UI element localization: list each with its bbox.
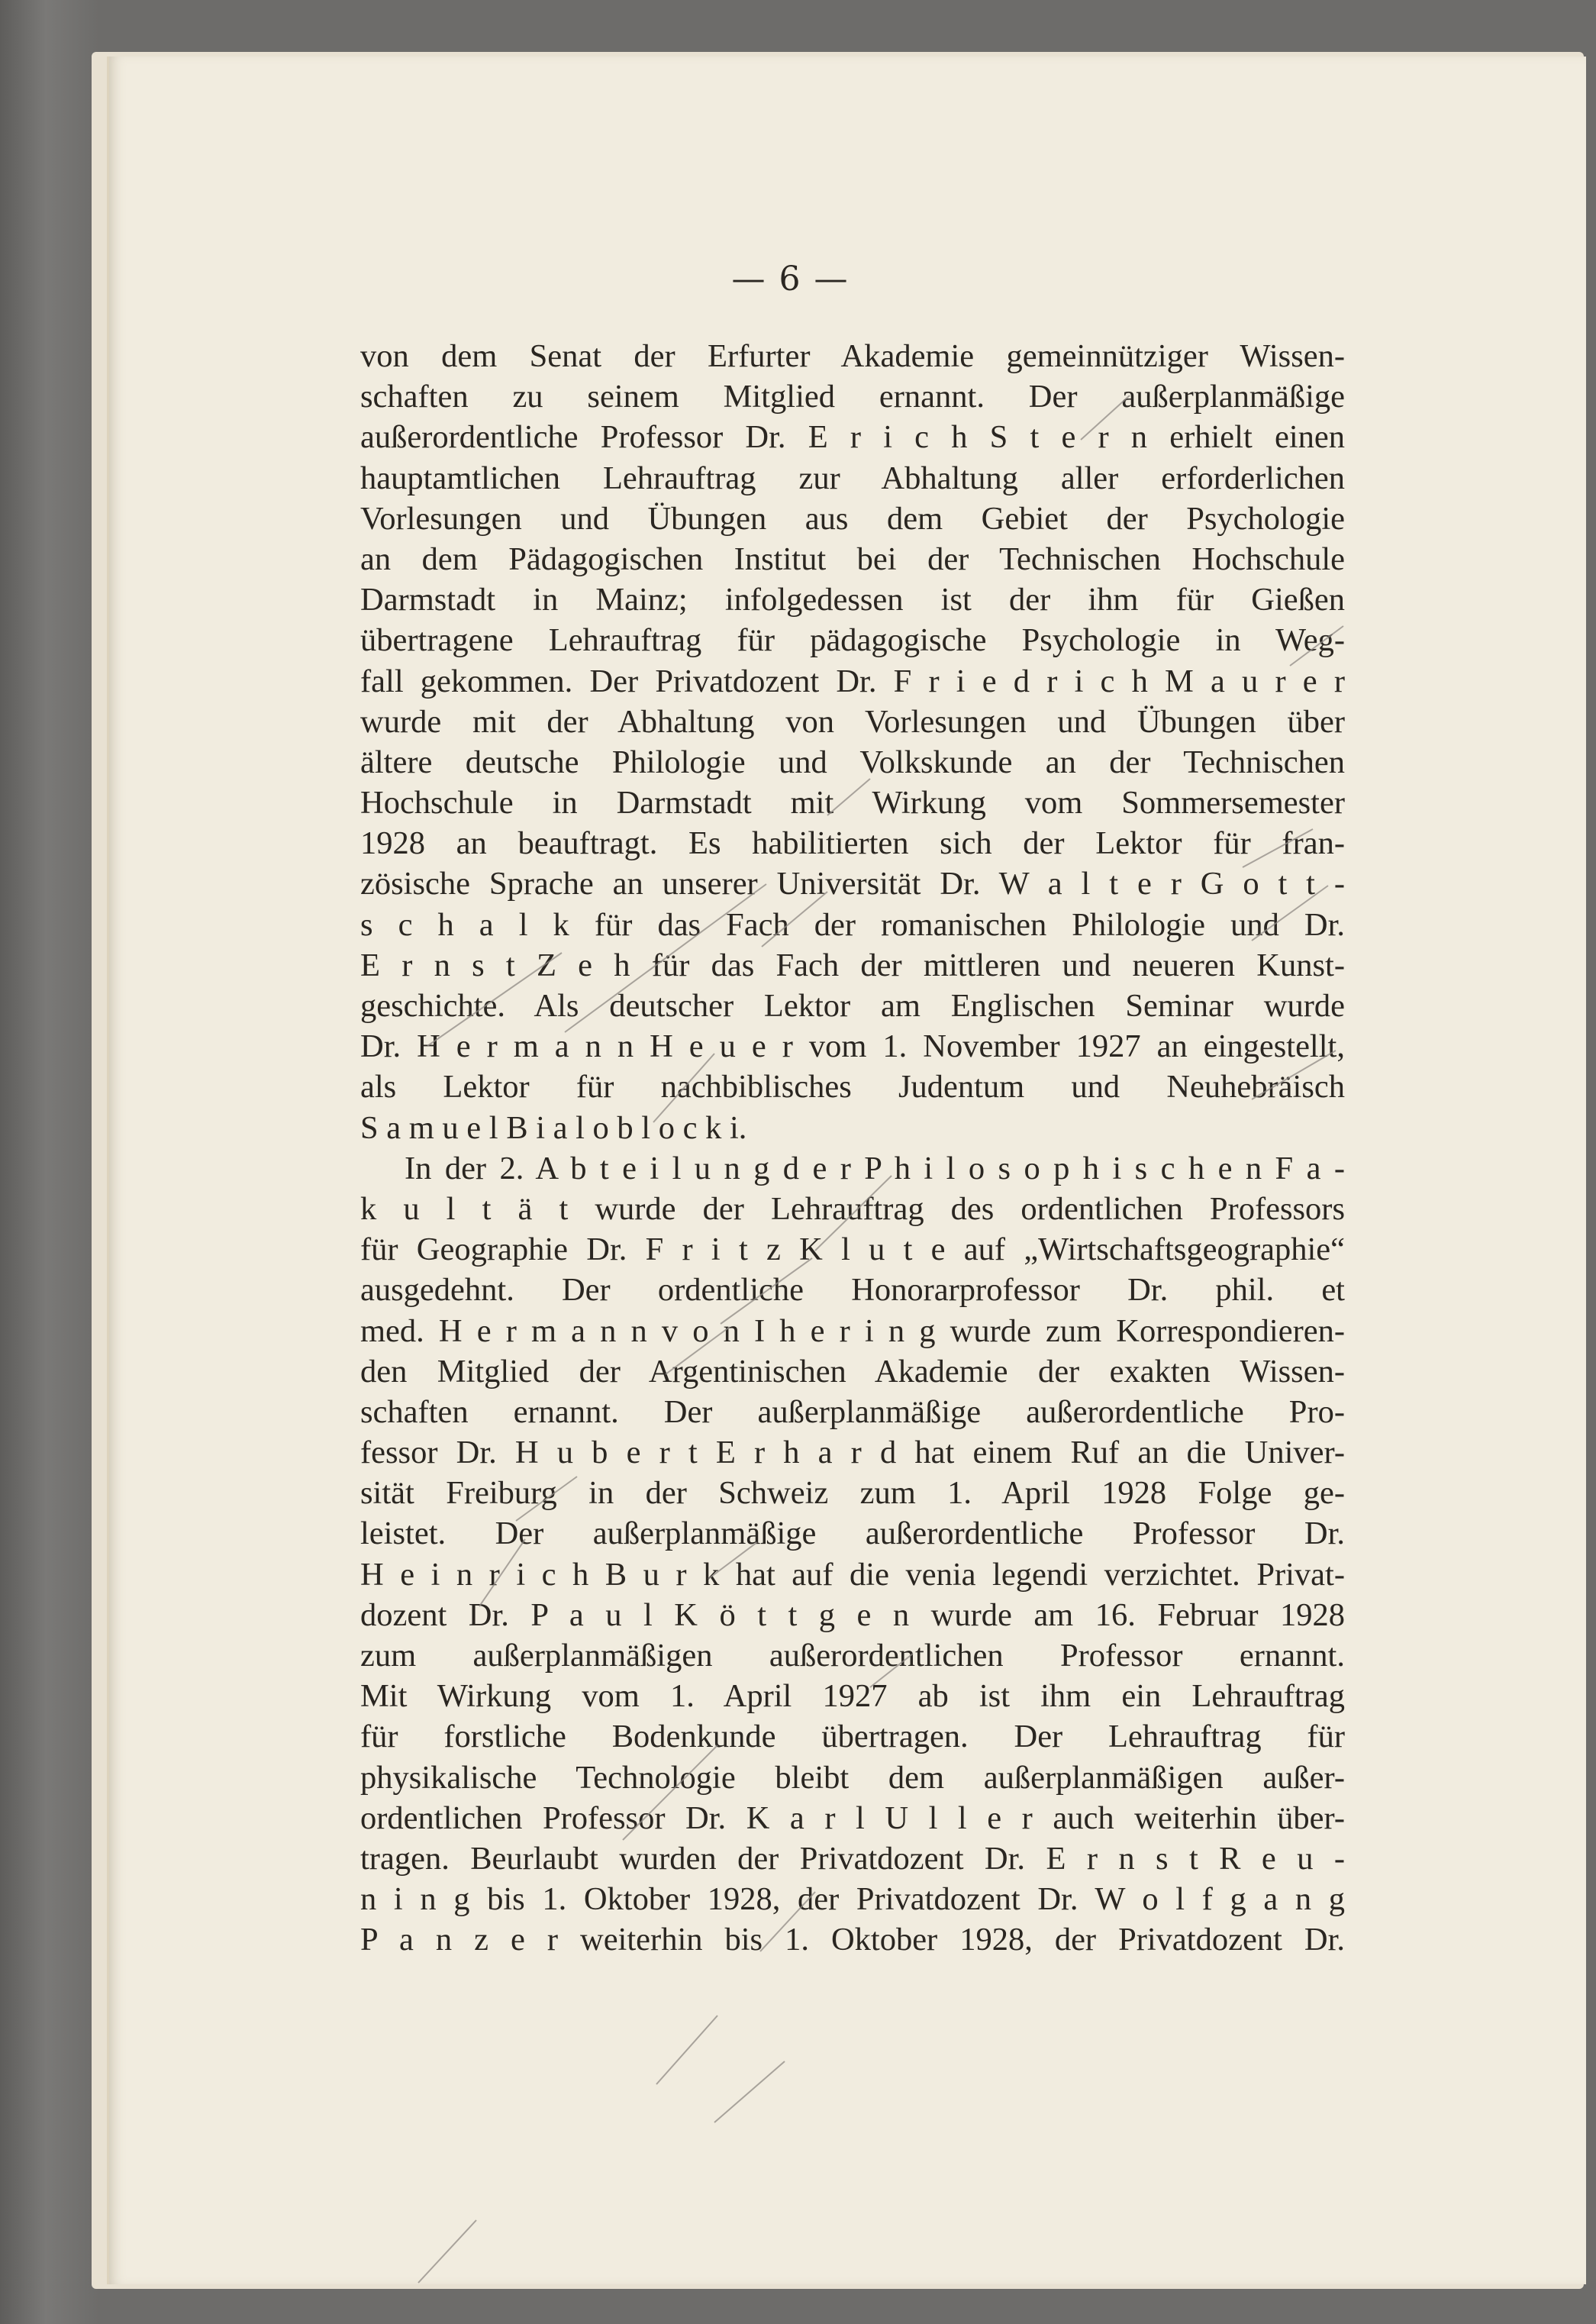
text-line: fessor Dr. H u b e r t E r h a r d hat einem Ruf an die Univer- xyxy=(360,1435,1345,1471)
text-line: außerordentliche Professor Dr. E r i c h S t e r n erhielt einen xyxy=(360,419,1345,456)
text-line: zösische Sprache an unserer Universität Dr. W a l t e r G o t t - xyxy=(360,866,1345,902)
text-line: med. H e r m a n n v o n I h e r i n g wurde zum Korrespondieren- xyxy=(360,1312,1345,1349)
text-line: für Geographie Dr. F r i t z K l u t e auf „Wirtschaftsgeographie“ xyxy=(360,1231,1345,1268)
text-line: Dr. H e r m a n n H e u e r vom 1. November 1927 an eingestellt, xyxy=(360,1028,1345,1065)
text-line: E r n s t Z e h für das Fach der mittleren und neueren Kunst- xyxy=(360,947,1345,983)
text-line: für forstliche Bodenkunde übertragen. Der Lehrauftrag für xyxy=(360,1719,1345,1755)
text-line: Vorlesungen und Übungen aus dem Gebiet der Psychologie xyxy=(360,500,1345,537)
text-line: Hochschule in Darmstadt mit Wirkung vom Sommersemester xyxy=(360,785,1345,821)
text-line: übertragene Lehrauftrag für pädagogische Psychologie in Weg- xyxy=(360,622,1345,659)
text-line: wurde mit der Abhaltung von Vorlesungen und Übungen über xyxy=(360,703,1345,740)
text-line: schaften ernannt. Der außerplanmäßige außerordentliche Pro- xyxy=(360,1393,1345,1430)
text-line: leistet. Der außerplanmäßige außerordentliche Professor Dr. xyxy=(360,1515,1345,1552)
text-line: 1928 an beauftragt. Es habilitierten sich der Lektor für fran- xyxy=(360,825,1345,862)
text-line: hauptamtlichen Lehrauftrag zur Abhaltung aller erforderlichen xyxy=(360,460,1345,496)
text-line: ältere deutsche Philologie und Volkskunde an der Technischen xyxy=(360,744,1345,780)
text-line: H e i n r i c h B u r k hat auf die venia legendi verzichtet. Privat- xyxy=(360,1556,1345,1593)
text-line: dozent Dr. P a u l K ö t t g e n wurde am 16. Februar 1928 xyxy=(360,1596,1345,1633)
text-line: tragen. Beurlaubt wurden der Privatdozent Dr. E r n s t R e u - xyxy=(360,1840,1345,1877)
text-line: In der 2. A b t e i l u n g d e r P h i l o s o p h i s c h e n F a - xyxy=(405,1150,1345,1186)
text-line: ausgedehnt. Der ordentliche Honorarprofessor Dr. phil. et xyxy=(360,1272,1345,1309)
text-line: an dem Pädagogischen Institut bei der Technischen Hochschule xyxy=(360,541,1345,577)
text-line: sität Freiburg in der Schweiz zum 1. April 1928 Folge ge- xyxy=(360,1475,1345,1512)
body-text xyxy=(360,336,1345,1961)
text-line: S a m u e l B i a l o b l o c k i. xyxy=(360,1109,747,1146)
text-line: k u l t ä t wurde der Lehrauftrag des ordentlichen Professors xyxy=(360,1190,1345,1227)
paragraph-2 xyxy=(360,1148,1345,1961)
paragraph-1 xyxy=(360,336,1345,1148)
text-line: geschichte. Als deutscher Lektor am Englischen Seminar wurde xyxy=(360,988,1345,1024)
page-number: — 6 — xyxy=(731,260,850,299)
text-line: P a n z e r weiterhin bis 1. Oktober 1928, der Privatdozent Dr. xyxy=(360,1922,1345,1958)
text-line: als Lektor für nachbiblisches Judentum und Neuhebräisch xyxy=(360,1069,1345,1106)
text-line: fall gekommen. Der Privatdozent Dr. F r i e d r i c h M a u r e r xyxy=(360,663,1345,699)
text-line: den Mitglied der Argentinischen Akademie der exakten Wissen- xyxy=(360,1353,1345,1390)
text-line: Darmstadt in Mainz; infolgedessen ist der ihm für Gießen xyxy=(360,582,1345,618)
text-line: n i n g bis 1. Oktober 1928, der Privatdozent Dr. W o l f g a n g xyxy=(360,1881,1345,1918)
text-line: Mit Wirkung vom 1. April 1927 ab ist ihm ein Lehrauftrag xyxy=(360,1678,1345,1715)
text-line: ordentlichen Professor Dr. K a r l U l l e r auch weiterhin über- xyxy=(360,1799,1345,1836)
text-line: zum außerplanmäßigen außerordentlichen Professor ernannt. xyxy=(360,1638,1345,1674)
text-line: schaften zu seinem Mitglied ernannt. Der außerplanmäßige xyxy=(360,379,1345,415)
text-line: physikalische Technologie bleibt dem außerplanmäßigen außer- xyxy=(360,1759,1345,1796)
text-line: s c h a l k für das Fach der romanischen Philologie und Dr. xyxy=(360,906,1345,943)
text-line: von dem Senat der Erfurter Akademie gemeinnütziger Wissen- xyxy=(360,338,1345,374)
